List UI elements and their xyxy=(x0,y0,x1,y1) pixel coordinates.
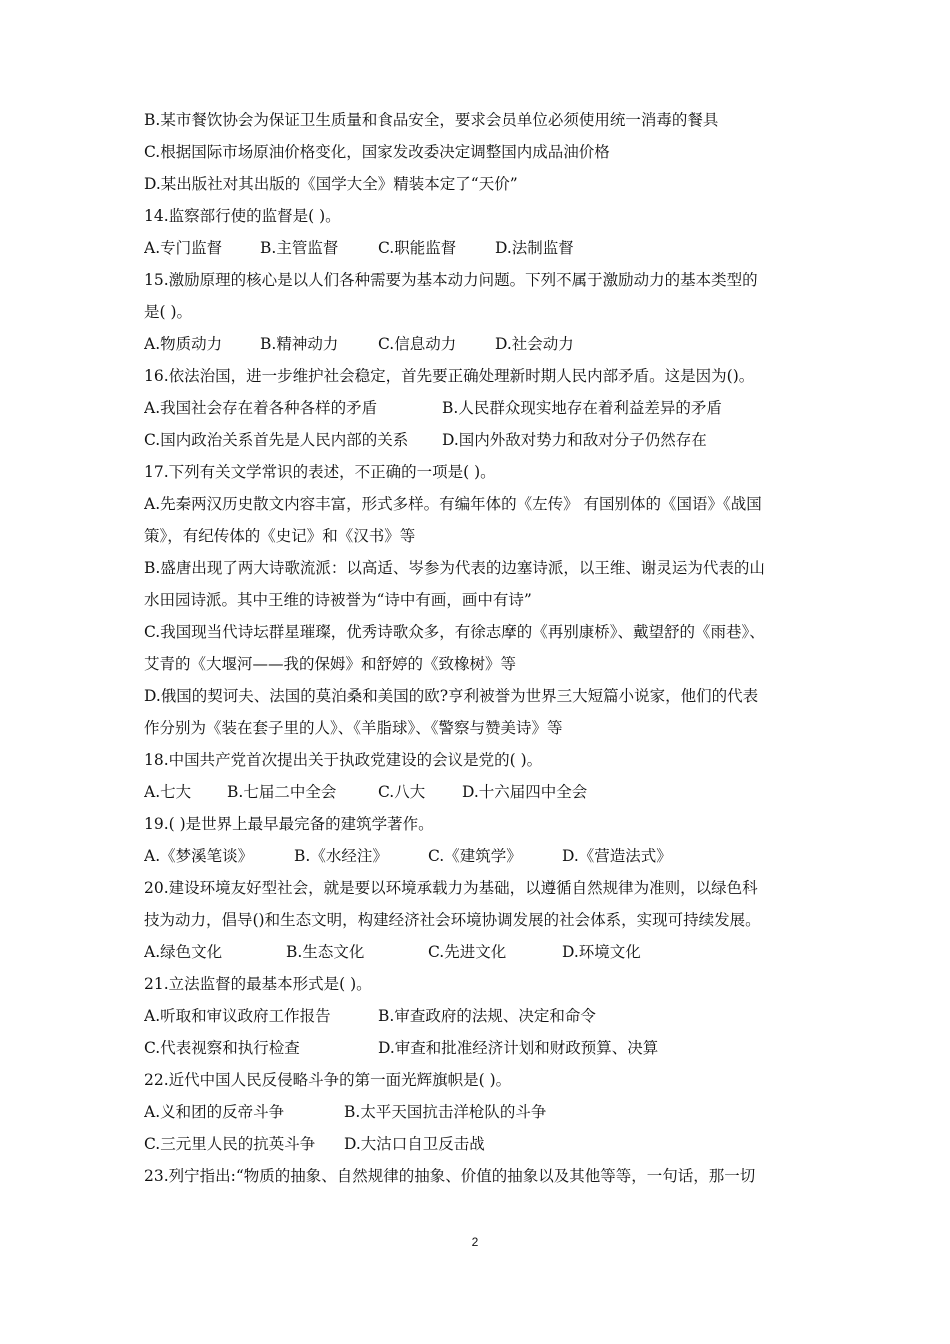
page-number: 2 xyxy=(471,1235,479,1249)
question-20: 20.建设环境友好型社会，就是要以环境承载力为基础，以遵循自然规律为准则，以绿色科 xyxy=(144,879,758,897)
text-line: D.俄国的契诃夫、法国的莫泊桑和美国的欧?亨利被誉为世界三大短篇小说家，他们的代表 xyxy=(144,687,759,705)
option-d: D.十六届四中全会 xyxy=(462,783,588,801)
option-a: A.义和团的反帝斗争 xyxy=(144,1103,285,1121)
option-d: D.审查和批准经济计划和财政预算、决算 xyxy=(378,1039,659,1057)
options-line xyxy=(144,1128,824,1160)
text-line: B.盛唐出现了两大诗歌流派：以高适、岑参为代表的边塞诗派，以王维、谢灵运为代表的山 xyxy=(144,559,765,577)
option-b: B.七届二中全会 xyxy=(227,783,337,801)
options-line xyxy=(144,840,824,872)
question-17: 17.下列有关文学常识的表述，不正确的一项是( )。 xyxy=(144,463,496,481)
options-line xyxy=(144,328,824,360)
option-b: B.审查政府的法规、决定和命令 xyxy=(378,1007,596,1025)
question-16: 16.依法治国，进一步维护社会稳定，首先要正确处理新时期人民内部矛盾。这是因为()。 xyxy=(144,367,755,385)
option-b: B.《水经注》 xyxy=(294,847,388,865)
option-d: D.大沽口自卫反击战 xyxy=(344,1135,485,1153)
options-line xyxy=(144,424,824,456)
text-line: D.某出版社对其出版的《国学大全》精装本定了“天价” xyxy=(144,175,518,193)
question-18: 18.中国共产党首次提出关于执政党建设的会议是党的( )。 xyxy=(144,751,543,769)
option-a: A.专门监督 xyxy=(144,239,223,257)
text-line: A.先秦两汉历史散文内容丰富，形式多样。有编年体的《左传》 有国别体的《国语》《战国 xyxy=(144,495,762,513)
text-line: C.我国现当代诗坛群星璀璨，优秀诗歌众多，有徐志摩的《再别康桥》、戴望舒的《雨巷》、 xyxy=(144,623,765,641)
option-a: A.听取和审议政府工作报告 xyxy=(144,1007,331,1025)
option-c: C.职能监督 xyxy=(378,239,457,257)
options-line xyxy=(144,1032,824,1064)
text-line: 艾青的《大堰河——我的保姆》和舒婷的《致橡树》等 xyxy=(144,655,517,673)
question-14: 14.监察部行使的监督是( )。 xyxy=(144,207,341,225)
option-d: D.《营造法式》 xyxy=(562,847,672,865)
options-line xyxy=(144,936,824,968)
option-c: C.八大 xyxy=(378,783,426,801)
option-b: B.主管监督 xyxy=(260,239,339,257)
text-line: 作分别为《装在套子里的人》、《羊脂球》、《警察与赞美诗》等 xyxy=(144,719,563,737)
option-c: C.先进文化 xyxy=(428,943,507,961)
option-a: A.绿色文化 xyxy=(144,943,223,961)
question-23: 23.列宁指出:“物质的抽象、自然规律的抽象、价值的抽象以及其他等等，一句话，那一切 xyxy=(144,1167,756,1185)
option-d: D.法制监督 xyxy=(495,239,574,257)
text-line: 策》，有纪传体的《史记》和《汉书》等 xyxy=(144,527,416,545)
option-d: D.环境文化 xyxy=(562,943,641,961)
option-d: D.社会动力 xyxy=(495,335,574,353)
text-line: B.某市餐饮协会为保证卫生质量和食品安全，要求会员单位必须使用统一消毒的餐具 xyxy=(144,111,719,129)
option-c: C.国内政治关系首先是人民内部的关系 xyxy=(144,431,409,449)
options-line xyxy=(144,1096,824,1128)
options-line xyxy=(144,776,824,808)
option-c: C.信息动力 xyxy=(378,335,457,353)
options-line xyxy=(144,1000,824,1032)
option-b: B.精神动力 xyxy=(260,335,339,353)
option-a: A.物质动力 xyxy=(144,335,223,353)
option-b: B.生态文化 xyxy=(286,943,365,961)
question-22: 22.近代中国人民反侵略斗争的第一面光辉旗帜是( )。 xyxy=(144,1071,512,1089)
option-b: B.太平天国抗击洋枪队的斗争 xyxy=(344,1103,547,1121)
options-line xyxy=(144,392,824,424)
option-b: B.人民群众现实地存在着利益差异的矛盾 xyxy=(442,399,722,417)
page-content xyxy=(144,104,824,1192)
text-line: 技为动力，倡导()和生态文明，构建经济社会环境协调发展的社会体系，实现可持续发展。 xyxy=(144,911,761,929)
text-line: C.根据国际市场原油价格变化，国家发改委决定调整国内成品油价格 xyxy=(144,143,610,161)
option-c: C.三元里人民的抗英斗争 xyxy=(144,1135,316,1153)
question-21: 21.立法监督的最基本形式是( )。 xyxy=(144,975,372,993)
option-a: A.《梦溪笔谈》 xyxy=(144,847,254,865)
option-a: A.七大 xyxy=(144,783,192,801)
question-19: 19.( )是世界上最早最完备的建筑学著作。 xyxy=(144,815,434,833)
option-c: C.代表视察和执行检查 xyxy=(144,1039,300,1057)
text-line: 水田园诗派。其中王维的诗被誉为“诗中有画，画中有诗” xyxy=(144,591,532,609)
option-d: D.国内外敌对势力和敌对分子仍然存在 xyxy=(442,431,707,449)
option-c: C.《建筑学》 xyxy=(428,847,522,865)
text-line: 是( )。 xyxy=(144,303,193,321)
question-15: 15.激励原理的核心是以人们各种需要为基本动力问题。下列不属于激励动力的基本类型的 xyxy=(144,271,758,289)
option-a: A.我国社会存在着各种各样的矛盾 xyxy=(144,399,378,417)
options-line xyxy=(144,232,824,264)
